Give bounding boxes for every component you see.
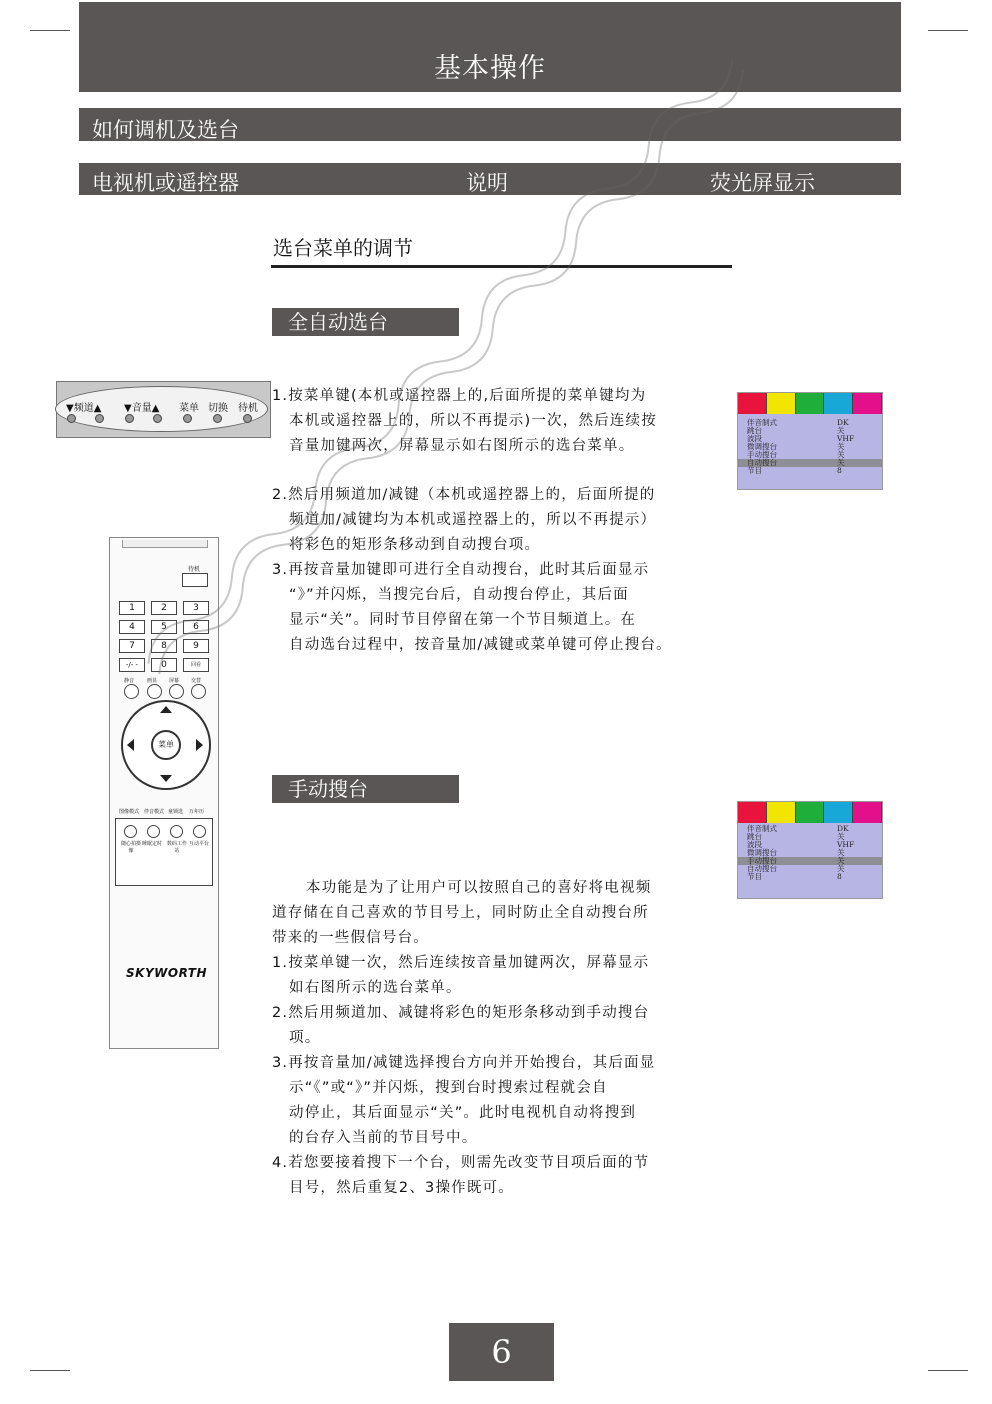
remote-label: 数码工作站 bbox=[167, 841, 188, 854]
osd-row-value: 关 bbox=[837, 864, 845, 873]
osd-row-value: 关 bbox=[837, 442, 845, 451]
arrow-left-icon bbox=[127, 739, 134, 751]
remote-label: 交替 bbox=[191, 678, 202, 684]
remote-label: 互动平台 bbox=[189, 841, 210, 847]
osd-row bbox=[738, 467, 882, 475]
osd-row bbox=[738, 873, 882, 881]
page-title-bar bbox=[79, 2, 901, 92]
osd-row-value: 关 bbox=[837, 426, 845, 435]
osd-row-value: 8 bbox=[837, 872, 842, 881]
sound-icon bbox=[738, 802, 767, 823]
tools-icon bbox=[824, 802, 853, 823]
text-line: 4.若您要接着搜下一个台，则需先改变节目项后面的节 bbox=[272, 1155, 650, 1171]
remote-digit-button: 6 bbox=[183, 620, 209, 634]
osd-row-label: 微调搜台 bbox=[747, 848, 777, 857]
text-line: “》”并闪烁，当搜完台后，自动搜台停止，其后面 bbox=[289, 587, 629, 603]
remote-label: 伴音模式 bbox=[144, 809, 165, 815]
remote-digit-button: 5 bbox=[151, 620, 177, 634]
manual-tuning-text bbox=[272, 876, 655, 1201]
remote-label: 万年历 bbox=[189, 809, 205, 815]
osd-row-value: 关 bbox=[837, 856, 845, 865]
remote-round-button bbox=[191, 684, 206, 699]
panel-button bbox=[183, 414, 192, 423]
remote-round-button bbox=[170, 825, 183, 838]
remote-label-standby: 待机 bbox=[188, 566, 201, 573]
remote-digit-button: 4 bbox=[119, 620, 145, 634]
text-line: 将彩色的矩形条移动到自动搜台项。 bbox=[289, 537, 541, 553]
osd-row-label: 节目 bbox=[747, 466, 762, 475]
remote-dpad bbox=[121, 700, 211, 790]
text-line: 如右图所示的选台菜单。 bbox=[289, 980, 462, 996]
panel-label-channel: ▼频道▲ bbox=[66, 403, 102, 414]
page-subtitle: 如何调机及选台 bbox=[92, 118, 239, 142]
osd-row-label: 伴音制式 bbox=[747, 824, 777, 833]
column-header-screen: 荧光屏显示 bbox=[710, 171, 815, 195]
remote-round-button bbox=[124, 684, 139, 699]
column-header-bar bbox=[79, 163, 901, 195]
panel-button bbox=[125, 414, 134, 423]
remote-round-button bbox=[193, 825, 206, 838]
column-header-device: 电视机或遥控器 bbox=[92, 171, 239, 195]
osd-row-label: 手动搜台 bbox=[747, 856, 777, 865]
text-line: 3.再按音量加键即可进行全自动搜台，此时其后面显示 bbox=[272, 562, 650, 578]
panel-label-volume: ▼音量▲ bbox=[124, 403, 160, 414]
page-title: 基本操作 bbox=[434, 53, 546, 84]
osd-row-label: 自动搜台 bbox=[747, 864, 777, 873]
osd-row-value: DK bbox=[837, 418, 849, 427]
osd-row-value: 关 bbox=[837, 848, 845, 857]
remote-digit-button: 8 bbox=[151, 639, 177, 653]
brand-logo: SKYWORTH bbox=[126, 966, 207, 980]
osd-icon-bar bbox=[738, 802, 882, 823]
text-line: 本功能是为了让用户可以按照自己的喜好将电视频 bbox=[306, 880, 652, 896]
picture-icon bbox=[767, 393, 796, 414]
remote-label: 童锁选 bbox=[168, 809, 184, 815]
text-line: 示“《”或“》”并闪烁，搜到台时搜索过程就会自 bbox=[289, 1080, 608, 1096]
osd-row-value: 关 bbox=[837, 832, 845, 841]
remote-digit-button: 7 bbox=[119, 639, 145, 653]
manual-tuning-label: 手动搜台 bbox=[272, 775, 459, 803]
remote-label: 屏幕 bbox=[169, 678, 180, 684]
page-number: 6 bbox=[449, 1323, 554, 1381]
text-line: 1.按菜单键(本机或遥控器上的,后面所提的菜单键均为 bbox=[272, 388, 647, 404]
remote-label: 图像模式 bbox=[119, 809, 140, 815]
arrow-down-icon bbox=[160, 775, 172, 782]
remote-round-button bbox=[147, 825, 160, 838]
text-line: 自动选台过程中，按音量加/减键或菜单键可停止搜台。 bbox=[289, 637, 672, 653]
remote-digit-button: 9 bbox=[183, 639, 209, 653]
osd-row-label: 跳台 bbox=[747, 832, 762, 841]
osd-menu-manual bbox=[737, 801, 883, 899]
crop-mark bbox=[928, 1370, 968, 1371]
column-header-description: 说明 bbox=[466, 171, 508, 195]
osd-row-value: 关 bbox=[837, 458, 845, 467]
picture-icon bbox=[767, 802, 796, 823]
osd-row-label: 波段 bbox=[747, 434, 762, 443]
remote-digit-button: 2 bbox=[151, 601, 177, 615]
panel-label-menu: 菜单 bbox=[179, 403, 199, 414]
crop-mark bbox=[30, 30, 70, 31]
osd-row-value: VHF bbox=[837, 840, 855, 849]
text-line: 动停止，其后面显示“关”。此时电视机自动将搜到 bbox=[289, 1105, 637, 1121]
text-line: 显示“关”。同时节目停留在第一个节目频道上。在 bbox=[289, 612, 637, 628]
panel-oval bbox=[55, 386, 268, 432]
text-line: 2.然后用频道加/减键（本机或遥控器上的，后面所提的 bbox=[272, 487, 656, 503]
text-line: 带来的一些假信号台。 bbox=[272, 930, 429, 946]
remote-menu-button: 菜单 bbox=[151, 730, 181, 760]
panel-button bbox=[213, 414, 222, 423]
remote-label: 静音 bbox=[124, 678, 135, 684]
remote-label: 画显 bbox=[147, 678, 158, 684]
remote-label: 随心拍摄像 bbox=[120, 841, 141, 854]
remote-round-button bbox=[124, 825, 137, 838]
lock-icon bbox=[853, 393, 882, 414]
osd-row-value: 关 bbox=[837, 450, 845, 459]
crop-mark bbox=[30, 1370, 70, 1371]
subtitle-bar bbox=[79, 108, 901, 141]
remote-label: 睡眠定时 bbox=[142, 841, 163, 847]
auto-tuning-label: 全自动选台 bbox=[272, 308, 459, 336]
osd-row-label: 手动搜台 bbox=[747, 450, 777, 459]
text-line: 频道加/减键均为本机或遥控器上的，所以不再提示） bbox=[289, 512, 657, 528]
tv-front-panel bbox=[56, 381, 271, 438]
text-line: 本机或遥控器上的，所以不再提示)一次，然后连续按 bbox=[289, 413, 657, 429]
tools-icon bbox=[824, 393, 853, 414]
osd-row-value: 8 bbox=[837, 466, 842, 475]
osd-row-label: 节目 bbox=[747, 872, 762, 881]
osd-row-label: 微调搜台 bbox=[747, 442, 777, 451]
osd-row-label: 跳台 bbox=[747, 426, 762, 435]
osd-row-label: 自动搜台 bbox=[747, 458, 777, 467]
osd-row-value: VHF bbox=[837, 434, 855, 443]
osd-row-label: 波段 bbox=[747, 840, 762, 849]
panel-button bbox=[67, 414, 76, 423]
section-title: 选台菜单的调节 bbox=[273, 236, 413, 260]
text-line: 项。 bbox=[289, 1030, 321, 1046]
panel-label-switch: 切换 bbox=[208, 403, 228, 414]
remote-recall-button: 回看 bbox=[183, 658, 209, 672]
text-line: 1.按菜单键一次，然后连续按音量加键两次，屏幕显示 bbox=[272, 955, 650, 971]
remote-digit-button: 1 bbox=[119, 601, 145, 615]
arrow-up-icon bbox=[160, 706, 172, 713]
lock-icon bbox=[853, 802, 882, 823]
panel-button bbox=[95, 414, 104, 423]
remote-digit-button: 3 bbox=[183, 601, 209, 615]
remote-digit-button: 0 bbox=[151, 658, 177, 672]
panel-label-standby: 待机 bbox=[238, 403, 258, 414]
remote-ir-window bbox=[122, 540, 208, 548]
text-line: 道存储在自己喜欢的节目号上，同时防止全自动搜台所 bbox=[272, 905, 649, 921]
osd-menu-auto bbox=[737, 392, 883, 490]
text-line: 3.再按音量加/减键选择搜台方向并开始搜台，其后面显 bbox=[272, 1055, 656, 1071]
tuning-icon bbox=[796, 393, 825, 414]
sound-icon bbox=[738, 393, 767, 414]
panel-button bbox=[153, 414, 162, 423]
remote-round-button bbox=[169, 684, 184, 699]
panel-button bbox=[243, 414, 252, 423]
osd-row-value: DK bbox=[837, 824, 849, 833]
arrow-right-icon bbox=[196, 739, 203, 751]
tuning-icon bbox=[796, 802, 825, 823]
text-line: 2.然后用频道加、减键将彩色的矩形条移动到手动搜台 bbox=[272, 1005, 650, 1021]
osd-icon-bar bbox=[738, 393, 882, 414]
text-line: 的台存入当前的节目号中。 bbox=[289, 1130, 478, 1146]
remote-cover-panel bbox=[115, 818, 213, 886]
osd-row-label: 伴音制式 bbox=[747, 418, 777, 427]
text-line: 音量加键两次，屏幕显示如右图所示的选台菜单。 bbox=[289, 438, 635, 454]
text-line: 目号，然后重复2、3操作既可。 bbox=[289, 1180, 514, 1196]
crop-mark bbox=[928, 30, 968, 31]
remote-digit-button: -/- - bbox=[119, 658, 145, 672]
